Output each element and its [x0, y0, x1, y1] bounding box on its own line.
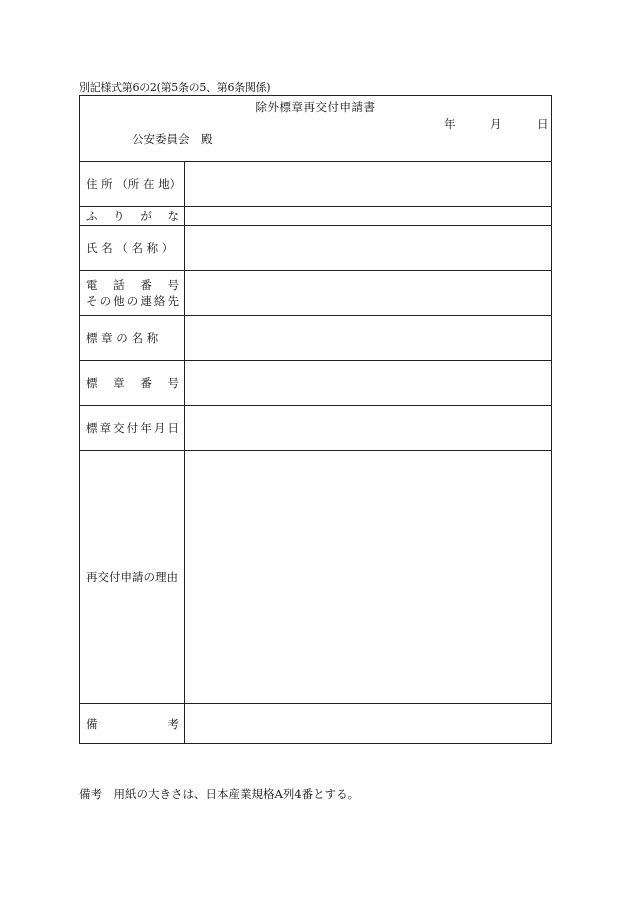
- furigana-input-area[interactable]: [185, 207, 551, 225]
- reissue-reason-input-area[interactable]: [185, 451, 551, 703]
- row-remarks: [80, 703, 551, 743]
- label-text: 備 考: [86, 716, 179, 731]
- form-title: 除外標章再交付申請書: [255, 100, 376, 114]
- row-reissue-reason: [80, 450, 551, 703]
- footnote: 備考 用紙の大きさは、日本産業規格A列4番とする。: [79, 787, 360, 801]
- label-text: ふ り が な: [86, 209, 179, 223]
- badge-number-input-area[interactable]: [185, 361, 551, 405]
- row-name: [80, 225, 551, 270]
- label-name: [80, 226, 185, 270]
- label-text: その他の連絡先: [86, 294, 179, 308]
- row-furigana: [80, 206, 551, 225]
- row-badge-number: [80, 360, 551, 405]
- label-text: 住 所 （所 在 地）: [86, 177, 182, 191]
- label-text: 電 話 番 号: [86, 278, 179, 292]
- phone-input-area[interactable]: [185, 271, 551, 315]
- label-text: 氏 名 （ 名 称 ）: [86, 241, 174, 255]
- label-text: 標 章 の 名 称: [86, 331, 159, 345]
- form-reference: 別記様式第6の2(第5条の5、第6条関係): [79, 81, 271, 94]
- remarks-input-area[interactable]: [185, 704, 551, 743]
- label-text: 標章交付年月日: [86, 421, 179, 435]
- label-address: [80, 162, 185, 206]
- date-year-label: 年: [444, 117, 456, 131]
- row-address: [80, 161, 551, 206]
- date-month-label: 月: [490, 117, 502, 131]
- row-badge-name: [80, 315, 551, 360]
- label-furigana: [80, 207, 185, 225]
- name-input-area[interactable]: [185, 226, 551, 270]
- label-badge-name: [80, 316, 185, 360]
- badge-name-input-area[interactable]: [185, 316, 551, 360]
- label-text: 再交付申請の理由: [86, 570, 178, 584]
- address-input-area[interactable]: [185, 162, 551, 206]
- issue-date-input-area[interactable]: [185, 406, 551, 450]
- addressee: 公安委員会 殿: [132, 132, 213, 146]
- application-form: [79, 95, 552, 744]
- label-issue-date: [80, 406, 185, 450]
- row-issue-date: [80, 405, 551, 450]
- label-remarks: [80, 704, 185, 743]
- label-text: 標 章 番 号: [86, 376, 179, 390]
- date-day-label: 日: [537, 117, 549, 131]
- label-phone: [80, 271, 185, 315]
- label-badge-number: [80, 361, 185, 405]
- label-reissue-reason: [80, 451, 185, 703]
- form-header: [80, 96, 551, 161]
- row-phone: [80, 270, 551, 315]
